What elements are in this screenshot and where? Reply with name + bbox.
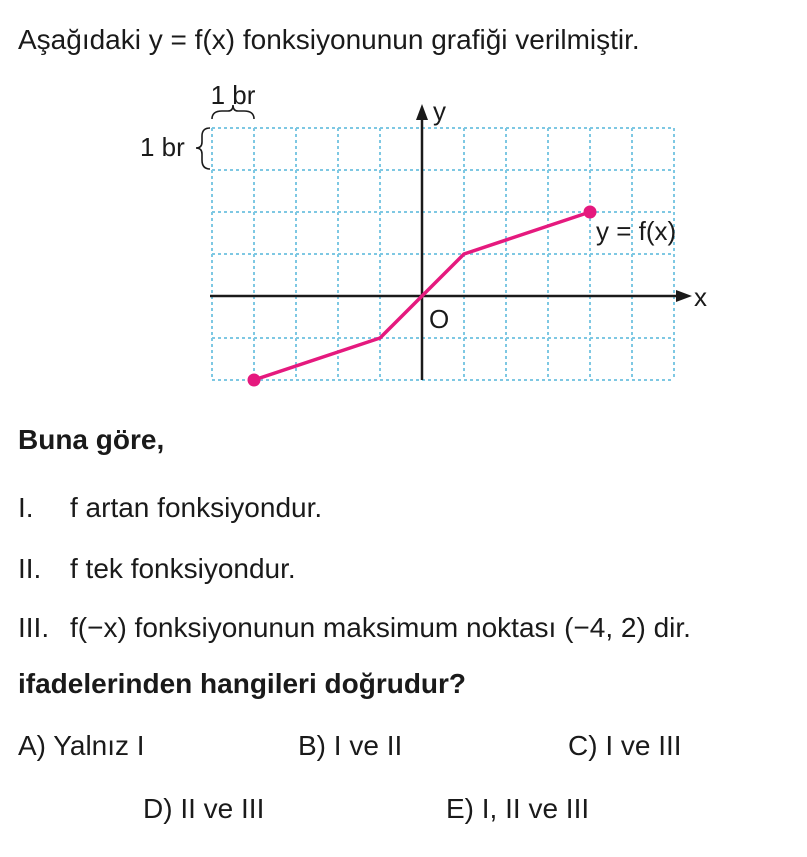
question-lead: Buna göre,	[18, 424, 165, 455]
x-axis-arrow-icon	[676, 290, 692, 302]
statement-3	[18, 612, 691, 644]
endpoint-dot	[584, 206, 597, 219]
option-b[interactable]: B) I ve II	[298, 730, 403, 761]
question-prompt: ifadelerinden hangileri doğrudur?	[18, 668, 467, 699]
origin-label: O	[429, 304, 450, 334]
y-axis-arrow-icon	[416, 104, 428, 120]
option-c[interactable]: C) I ve III	[568, 730, 682, 761]
grid	[212, 128, 677, 380]
option-a[interactable]: A) Yalnız I	[18, 730, 145, 761]
statement-1	[18, 492, 322, 524]
endpoint-dot	[248, 374, 261, 387]
function-graph	[0, 70, 807, 410]
statement-2	[18, 553, 296, 585]
curve-label: y = f(x)	[596, 216, 677, 246]
statement-text: f artan fonksiyondur.	[70, 492, 323, 523]
statement-number: II.	[18, 553, 42, 584]
question-intro: Aşağıdaki y = f(x) fonksiyonunun grafiği verilmiştir.	[18, 24, 640, 55]
option-e[interactable]: E) I, II ve III	[446, 793, 590, 824]
unit-label-x: 1 br	[210, 80, 256, 110]
x-axis-label: x	[694, 282, 707, 312]
brace-y-icon	[196, 128, 210, 169]
statement-number: III.	[18, 612, 50, 643]
statement-text: f(−x) fonksiyonunun maksimum noktası (−4, 2) dir.	[70, 612, 691, 643]
y-axis-label: y	[433, 96, 446, 126]
statement-text: f tek fonksiyondur.	[70, 553, 296, 584]
option-d[interactable]: D) II ve III	[143, 793, 265, 824]
statement-number: I.	[18, 492, 34, 523]
unit-label-y: 1 br	[140, 132, 185, 162]
